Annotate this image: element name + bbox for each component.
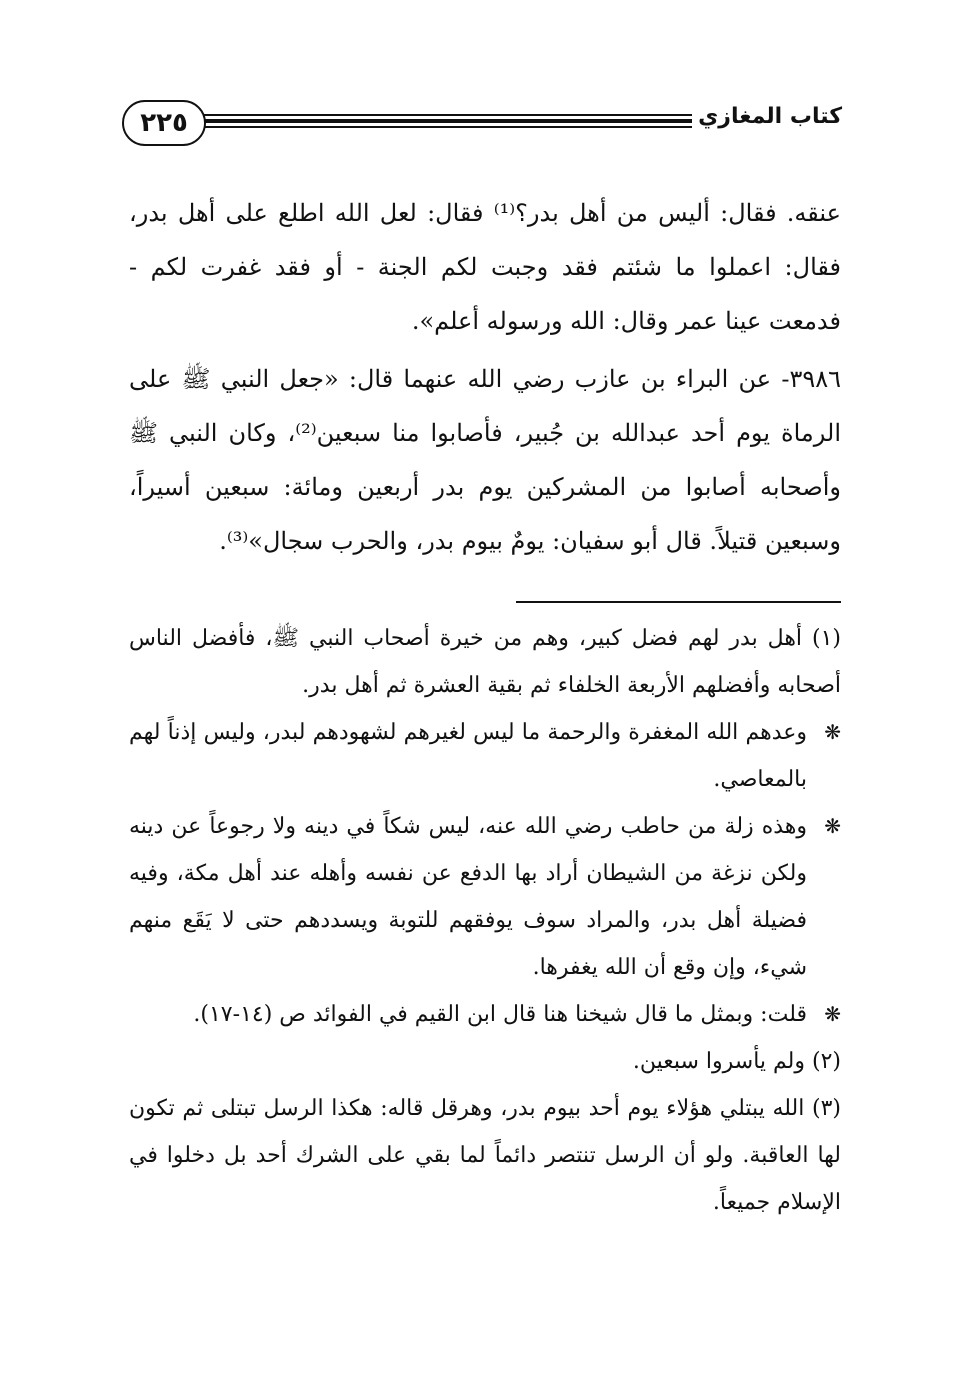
footnote-1: (١) أهل بدر لهم فضل كبير، وهم من خيرة أصحاب النبي ﷺ، فأفضل الناس أصحابه وأفضلهم الأربعة الخلفاء ثم بقية العشرة ثم أهل بدر.: [129, 626, 841, 698]
footnote-separator: [516, 601, 841, 603]
footnotes: [129, 615, 841, 1226]
note-text: وعدهم الله المغفرة والرحمة ما ليس لغيرهم لشهودهم لبدر، وليس إذناً لهم بالمعاصي.: [129, 720, 807, 792]
asterisk-icon: ❋: [824, 720, 841, 744]
note-text: وهذه زلة من حاطب رضي الله عنه، ليس شكاً في دينه ولا رجوعاً عن دينه ولكن نزغة من الشيطان أراد بها الدفع عن نفسه وأهله عند أهل مكة، وفيه فضيلة أهل بدر، والمراد سوف يوفقهم للتوبة ويسددهم حتى لا يَقَع منهم شيء، وإن وقع أن الله يغفرها.: [129, 814, 807, 980]
header-rule-line: [202, 126, 692, 128]
book-title: كتاب المغازي: [698, 104, 842, 129]
asterisk-icon: ❋: [824, 814, 841, 838]
main-text: [129, 186, 841, 572]
header-rule-line: [202, 114, 692, 116]
page-header: [122, 98, 842, 154]
note-star-c: [129, 991, 841, 1038]
hadith-3986: ٣٩٨٦- عن البراء بن عازب رضي الله عنهما قال: «جعل النبي ﷺ على الرماة يوم أحد عبدالله بن جُبير، فأصابوا منا سبعين⁽²⁾، وكان النبي ﷺ وأصحابه أصابوا من المشركين يوم بدر أربعين ومائة: سبعين أسيراً، وسبعين قتيلاً. قال أبو سفيان: يومٌ بيوم بدر، والحرب سجال»⁽³⁾.: [129, 365, 841, 555]
note-star-b: [129, 803, 841, 991]
paragraph: عنقه. فقال: أليس من أهل بدر؟⁽¹⁾ فقال: لعل الله اطلع على أهل بدر، فقال: اعملوا ما شئتم فقد وجبت لكم الجنة - أو فقد غفرت لكم - فدمعت عينا عمر وقال: الله ورسوله أعلم».: [129, 199, 841, 335]
footnote-2: (٢) ولم يأسروا سبعين.: [632, 1049, 841, 1074]
asterisk-icon: ❋: [824, 1002, 841, 1026]
header-rule: [202, 114, 692, 128]
note-star-a: [129, 709, 841, 803]
page-number: ٢٢٥: [122, 100, 206, 146]
footnote-3: (٣) الله يبتلي هؤلاء يوم أحد بيوم بدر، وهرقل قاله: هكذا الرسل تبتلى ثم تكون لها العاقبة. ولو أن الرسل تنتصر دائماً لما بقي على الشرك أحد بل دخلوا في الإسلام جميعاً.: [129, 1096, 841, 1215]
note-text: قلت: وبمثل ما قال شيخنا هنا قال ابن القيم في الفوائد ص (١٤-١٧).: [193, 1002, 807, 1027]
header-rule-line: [202, 119, 692, 123]
